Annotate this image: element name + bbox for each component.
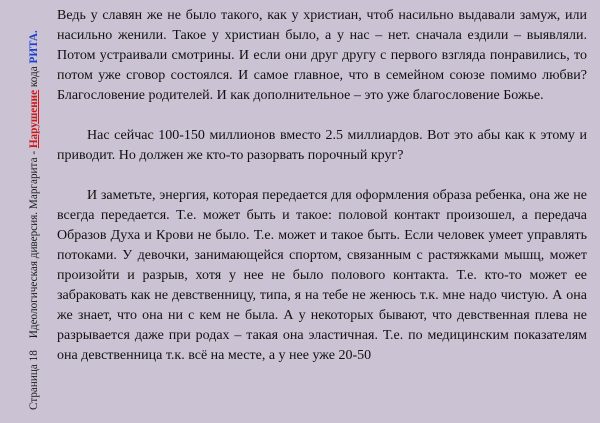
page-number-label: Страница 18 bbox=[28, 350, 40, 410]
highlight-word-blue: РИТА. bbox=[28, 30, 40, 64]
page-margin bbox=[0, 0, 54, 423]
paragraph-1: Ведь у славян же не было такого, как у христиан, чтоб насильно выдавали замуж, или насильно женили. Такое у христиан было, а у нас – нет. сначала ездили – выявляли. Потом устраивали смотрины. И если они друг другу с первого взгляда понравились, то потом уже сговор состоялся. И самое главное, что в семейном союзе помимо любви? Благословение родителей. И как дополнительное – это уже благословение Божье. bbox=[57, 8, 587, 103]
code-word: кода bbox=[28, 66, 40, 88]
vertical-header bbox=[27, 30, 41, 410]
document-body bbox=[57, 6, 587, 366]
paragraph-3: И заметьте, энергия, которая передается для оформления образа ребенка, она же не всегда передается. Т.е. может быть и такое: половой контакт произошел, а передача Образов Духа и Крови не было. Т.е. может и такое быть. Если человек умеет управлять потоками. У девочки, занимающейся спортом, связанным с растяжками мышц, может произойти и разрыв, хотя у нее не было полового контакта. Т.е. кто-то может ее забраковать как не девственницу, типа, я на тебе не женюсь т.к. мне надо чистую. А она же знает, что она ни с кем не была. А у некоторых бывают, что девственная плева не разрывается даже при родах – такая она эластичная. Т.е. по медицинским показателям она девственница т.к. всё на месте, а у нее уже 20-50 bbox=[57, 188, 587, 363]
highlight-word-red: Нарушение bbox=[28, 89, 40, 149]
document-title: Идеологическая диверсия. Маргарита - bbox=[28, 150, 40, 339]
paragraph-2: Нас сейчас 100-150 миллионов вместо 2.5 миллиардов. Вот это абы как к этому и приводит. Но должен же кто-то разорвать порочный круг? bbox=[57, 128, 587, 163]
